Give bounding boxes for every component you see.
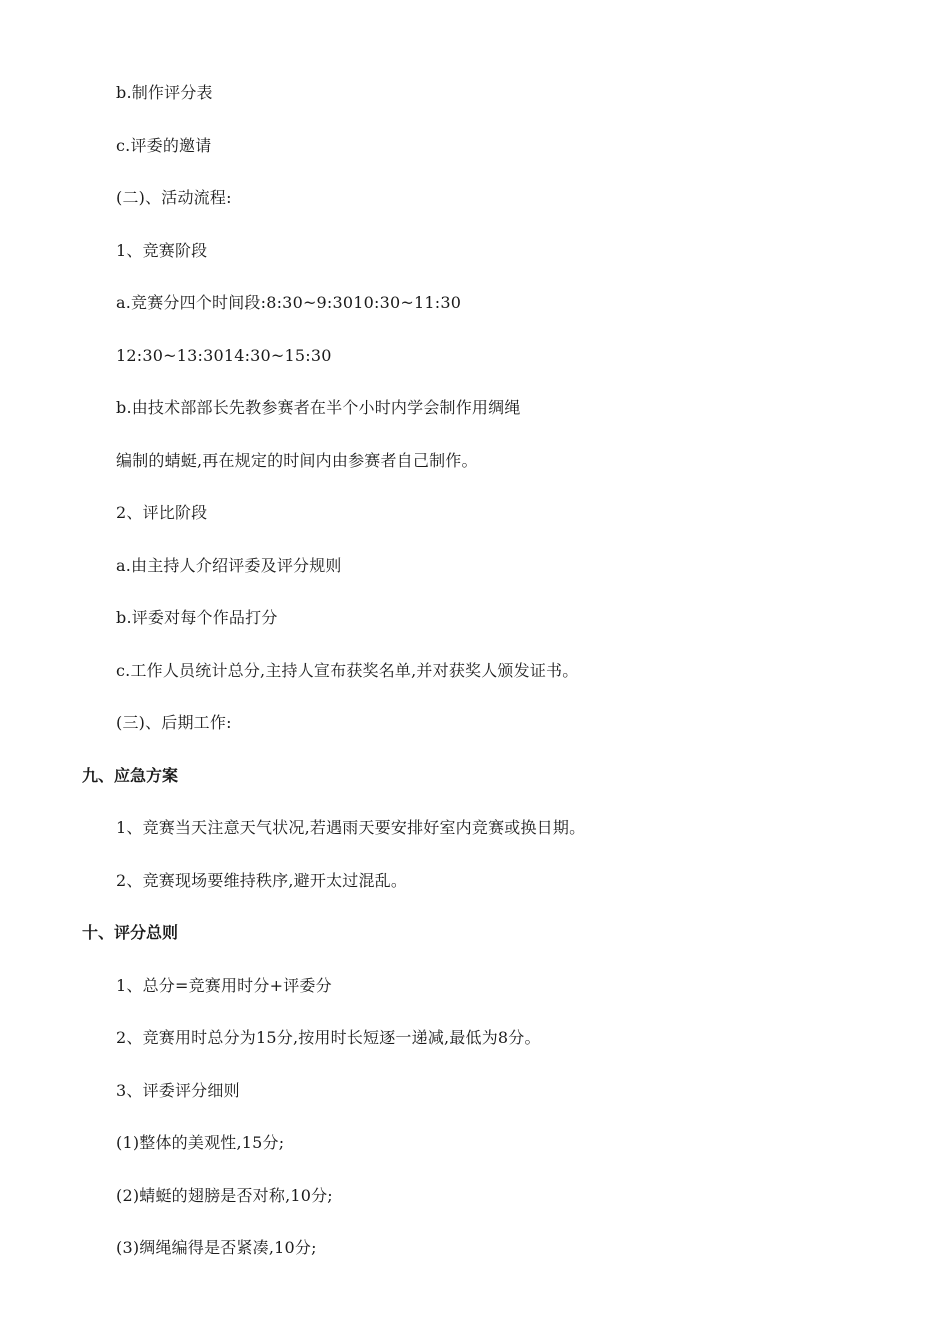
paragraph-line: 3、评委评分细则 — [116, 1081, 240, 1100]
paragraph-line: 2、竞赛现场要维持秩序,避开太过混乱。 — [116, 871, 408, 890]
paragraph-line: (1)整体的美观性,15分; — [116, 1133, 285, 1152]
paragraph-line: b.制作评分表 — [116, 83, 213, 102]
section-heading-scoring-rules: 十、评分总则 — [82, 923, 179, 942]
paragraph-line: 2、评比阶段 — [116, 503, 208, 522]
paragraph-line: c.评委的邀请 — [116, 136, 212, 155]
paragraph-line: 编制的蜻蜓,再在规定的时间内由参赛者自己制作。 — [116, 451, 478, 470]
paragraph-line: 1、总分=竞赛用时分+评委分 — [116, 976, 332, 995]
paragraph-line: b.由技术部部长先教参赛者在半个小时内学会制作用绸绳 — [116, 398, 521, 417]
paragraph-line: (2)蜻蜓的翅膀是否对称,10分; — [116, 1186, 333, 1205]
paragraph-line: 12:30~13:3014:30~15:30 — [116, 346, 332, 365]
paragraph-line: 1、竞赛当天注意天气状况,若遇雨天要安排好室内竞赛或换日期。 — [116, 818, 586, 837]
paragraph-line: 2、竞赛用时总分为15分,按用时长短逐一递减,最低为8分。 — [116, 1028, 541, 1047]
paragraph-line: a.竞赛分四个时间段:8:30~9:3010:30~11:30 — [116, 293, 462, 312]
paragraph-line: (3)绸绳编得是否紧凑,10分; — [116, 1238, 317, 1257]
paragraph-line: c.工作人员统计总分,主持人宣布获奖名单,并对获奖人颁发证书。 — [116, 661, 579, 680]
paragraph-line: (三)、后期工作: — [116, 713, 232, 732]
section-heading-emergency-plan: 九、应急方案 — [82, 766, 179, 785]
paragraph-line: b.评委对每个作品打分 — [116, 608, 278, 627]
paragraph-line: a.由主持人介绍评委及评分规则 — [116, 556, 342, 575]
paragraph-line: (二)、活动流程: — [116, 188, 232, 207]
paragraph-line: 1、竞赛阶段 — [116, 241, 208, 260]
